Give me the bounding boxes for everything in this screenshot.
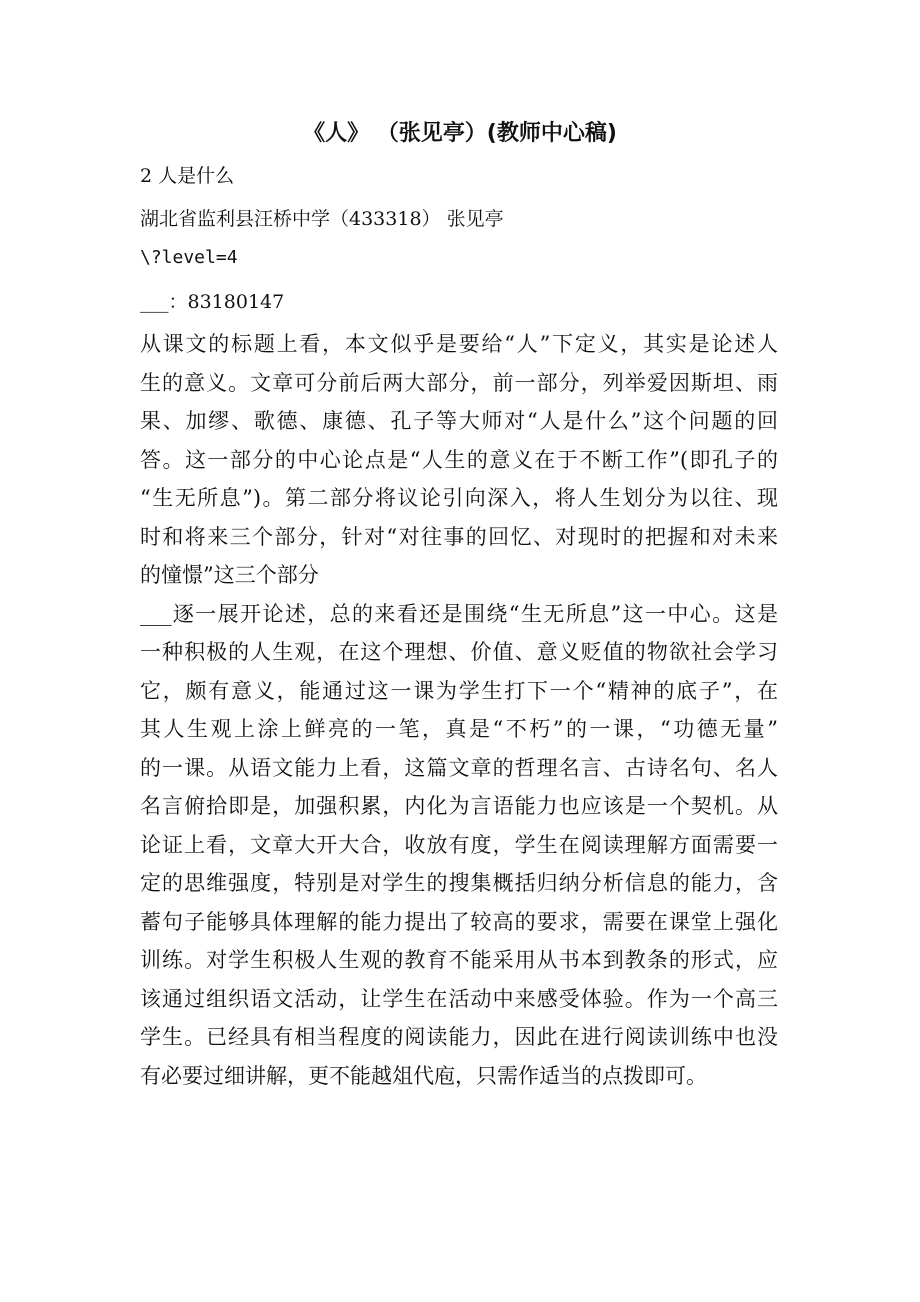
text-line: ___逐一展开论述，总的来看还是围绕“生无所息”这一中心。这是: [140, 601, 778, 626]
text-line: 的憧憬”这三个部分: [140, 563, 319, 587]
number-line: ___：83180147: [140, 291, 285, 313]
text-line: 从课文的标题上看，本文似乎是要给“人”下定义，其实是论述人: [140, 332, 778, 356]
text-line: 其人生观上涂上鲜亮的一笔，真是“不朽”的一课，“功德无量”: [140, 717, 778, 741]
author-line: 湖北省监利县汪桥中学（433318） 张见亭: [140, 208, 504, 230]
text-line: 时和将来三个部分，针对“对往事的回忆、对现时的把握和对未来: [140, 524, 778, 549]
text-line: 生的意义。文章可分前后两大部分，前一部分，列举爱因斯坦、雨: [140, 370, 778, 395]
text-line: 的一课。从语文能力上看，这篇文章的哲理名言、古诗名句、名人: [140, 755, 778, 780]
text-line: 果、加缪、歌德、康德、孔子等大师对“人是什么”这个问题的回: [140, 409, 778, 433]
text-line: 蓄句子能够具体理解的能力提出了较高的要求，需要在课堂上强化: [140, 909, 778, 934]
text-line: 一种积极的人生观，在这个理想、价值、意义贬值的物欲社会学习: [140, 640, 778, 664]
text-line: 名言俯拾即是，加强积累，内化为言语能力也应该是一个契机。从: [140, 794, 778, 818]
text-line: 论证上看，文章大开大合，收放有度，学生在阅读理解方面需要一: [140, 832, 778, 857]
paragraph-1: [140, 325, 778, 595]
lesson-heading: 2 人是什么: [140, 165, 235, 187]
document-body: [140, 325, 778, 1095]
level-line: \?level=4: [140, 247, 238, 268]
text-line: 该通过组织语文活动，让学生在活动中来感受体验。作为一个高三: [140, 986, 778, 1011]
text-line: 训练。对学生积极人生观的教育不能采用从书本到教条的形式，应: [140, 948, 778, 972]
text-line: 答。这一部分的中心论点是“人生的意义在于不断工作”(即孔子的: [140, 447, 778, 472]
text-line: 有必要过细讲解，更不能越俎代庖，只需作适当的点拨即可。: [140, 1063, 707, 1088]
text-line: “生无所息”)。第二部分将议论引向深入，将人生划分为以往、现: [140, 486, 778, 510]
text-line: 定的思维强度，特别是对学生的搜集概括归纳分析信息的能力，含: [140, 871, 778, 895]
text-line: 学生。已经具有相当程度的阅读能力，因此在进行阅读训练中也没: [140, 1025, 778, 1049]
document-title: 《人》 （张见亭）(教师中心稿): [303, 121, 617, 146]
paragraph-2: [140, 595, 778, 1096]
text-line: 它，颇有意义，能通过这一课为学生打下一个“精神的底子”，在: [140, 678, 778, 703]
